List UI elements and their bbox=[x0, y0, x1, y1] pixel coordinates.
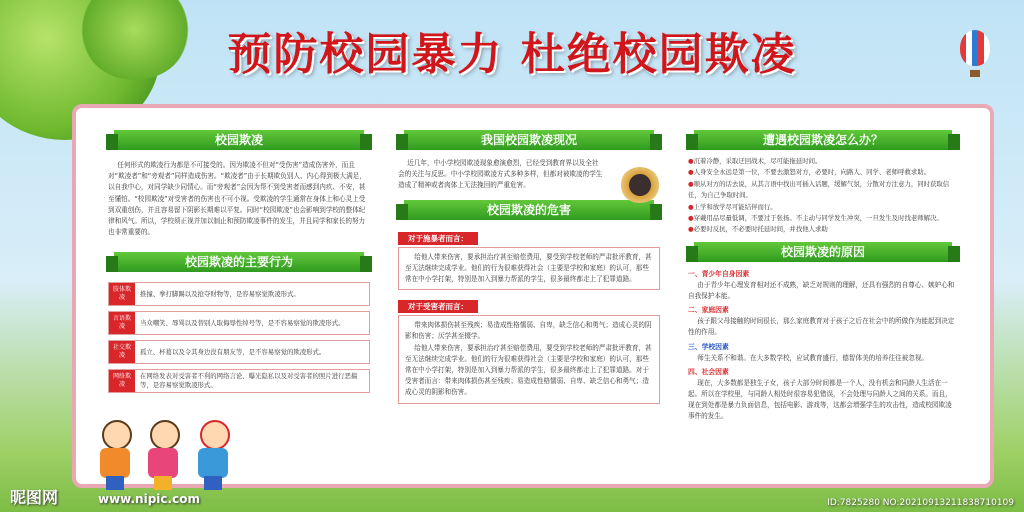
list-item: ●沉着冷静，采取迂回战术，尽可能拖延时间。 bbox=[688, 157, 822, 165]
abuser-text: 给他人带来伤害，要承担治疗甚至赔偿费用，要受到学校老师的严肃批评教育，甚至无法继续完成学业。他们的行为很难获得社会（主要是学校和家庭）的认可，那些常在中小学打架，特别是加入到暴力帮派的学生，很多最终都走上了犯罪道路。 bbox=[405, 252, 652, 284]
list-item: ●上学和放学尽可能结伴而行。 bbox=[688, 202, 777, 211]
child-figure bbox=[144, 420, 182, 490]
victim-extra-text: 给他人带来伤害，要承担治疗甚至赔偿费用，要受到学校老师的严肃批评教育，甚至无法继续完成学业。他们的行为很难获得社会（主要是学校和家庭）的认可，那些常在中小学打架，特别是加入到暴力帮派的学生，很多最终都走上了犯罪道路。对于受害者而言：带来肉体损伤甚至残疾；易造成性格懦弱、自卑、缺乏信心和勇气；造成心灵的阴影和伤害。 bbox=[405, 343, 652, 397]
section-heading: 遭遇校园欺凌怎么办？ bbox=[694, 130, 952, 150]
behavior-text: 在网络发表对受害者不利的网络言论、曝光隐私以及对受害者的照片进行恶搞等，是容易察觉欺凌形式。 bbox=[140, 372, 358, 390]
child-figure bbox=[96, 420, 134, 490]
behavior-tag: 言语欺凌 bbox=[109, 312, 135, 334]
abuser-label: 对于施暴者而言： bbox=[398, 232, 478, 245]
column-right bbox=[688, 130, 958, 423]
watermark-id: ID:7825280 NO:20210913211838710109 bbox=[827, 498, 1014, 508]
child-figure bbox=[194, 420, 232, 490]
page-title: 预防校园暴力 杜绝校园欺凌 bbox=[227, 29, 797, 80]
section-heading: 校园欺凌 bbox=[114, 130, 364, 150]
section-paragraph: 任何形式的欺凌行为都是不可接受的。因为欺凌不但对“受伤害”造成伤害外，而且对“欺凌者”和“旁观者”同样造成伤害。“欺凌者”由于长期欺负别人、内心得到极大满足，以自我中心，对同学缺少同情心。而“旁观者”会因为帮不到受害者而感到内疚、不安，甚至懂怕。“校园欺凌”对受害者的伤害也不可小视。受欺凌的学生通常在身体上和心灵上受到双重创伤，并且容易留下阴影长期难以平复。同时“校园欺凌”也会影响到学校的整体纪律和风气。所以，学校须正视并加以制止和预防欺凌事件的发生，并且同学和家长的努力也非常重要的。 bbox=[108, 161, 366, 237]
cause-text: 由于青少年心理发育相对还不成熟，缺乏对规则的理解，还具有强烈的自尊心、嫉妒心和自我保护本能。 bbox=[688, 280, 955, 301]
children-illustration bbox=[96, 410, 316, 490]
section-heading: 我国校园欺凌现况 bbox=[404, 130, 654, 150]
victim-text: 带来肉体损伤甚至残疾；易造成性格懦弱、自卑，缺乏信心和勇气；造成心灵的阴影和伤害；厌学甚至辍学。 bbox=[405, 321, 652, 341]
list-item: ●人身安全永远是第一位，不要去激怒对方，必要时，向路人、同学、老师呼救求助。 bbox=[688, 168, 931, 177]
cause-text: 现在，大多数都是独生子女，孩子大部分时间都是一个人，没有机会和同龄人生活在一起。所以在学校里，与同龄人相处时很容易犯错误，不会处理与同龄人之间的关系。而且，现在到处都是暴力负面信息，包括电影、游戏等，这都会增强学生的攻击性，造成校园欺凌事件的发生。 bbox=[688, 378, 952, 421]
behavior-text: 推撞、拳打脚踢以及抢夺财物等，是容易察觉欺凌形式。 bbox=[140, 289, 300, 298]
behavior-text: 孤立、杯葛以及令其身边没有朋友等，是不容易察觉的欺凌形式。 bbox=[140, 347, 326, 356]
illustration-image bbox=[620, 167, 660, 203]
behavior-tag: 网络欺凌 bbox=[109, 370, 135, 392]
list-item bbox=[108, 311, 370, 335]
behavior-text: 当众嘲笑、辱骂以及替别人取侮辱性绰号等，是不容易察觉的欺凌形式。 bbox=[140, 318, 345, 327]
list-item bbox=[108, 340, 370, 364]
list-item: ●必要时反抗，不必要时托延时间，并找他人求助 bbox=[688, 225, 828, 234]
cause-text: 师生关系不和谐。在大多数学校，应试教育盛行，德智体美的培养往往被忽视。 bbox=[697, 353, 929, 362]
site-logo: 昵图网 bbox=[10, 488, 59, 507]
section-paragraph: 近几年，中小学校园欺凌现象愈演愈烈，已经受到教育界以及全社会的关注与反思。中小学校园欺凌方式多种多样，但都对被欺凌的学生造成了精神或者肉体上无法挽回的严重危害。 bbox=[398, 159, 603, 190]
abuser-box bbox=[398, 247, 660, 291]
site-url: www.nipic.com bbox=[98, 492, 200, 506]
section-heading: 校园欺凌的危害 bbox=[404, 200, 654, 220]
victim-label: 对于受害者而言： bbox=[398, 300, 478, 313]
footer bbox=[0, 490, 1024, 512]
victim-box bbox=[398, 315, 660, 403]
cause-label: 一、青少年自身因素 bbox=[688, 269, 750, 278]
list-item: ●顺从对方的话去说，从其言语中找出可插入话题，缓解气氛，分散对方注意力，同时获取信任，为自己争取时间。 bbox=[688, 179, 950, 200]
behavior-tag: 肢体欺凌 bbox=[109, 283, 135, 305]
cause-label: 二、家庭因素 bbox=[688, 306, 729, 315]
tips-list bbox=[688, 156, 958, 236]
list-item bbox=[108, 282, 370, 306]
column-left bbox=[108, 130, 370, 398]
list-item bbox=[108, 369, 370, 393]
section-heading: 校园欺凌的原因 bbox=[694, 242, 952, 262]
column-middle bbox=[398, 130, 660, 404]
list-item: ●穿戴用品尽量低调，不要过于张扬。不主动与同学发生冲突，一旦发生及时找老师解决。 bbox=[688, 214, 943, 223]
cause-text: 孩子跟父母接触的时间很长，那么家庭教育对于孩子之后在社会中的所做作为能起到决定性的作用。 bbox=[688, 317, 955, 337]
section-heading: 校园欺凌的主要行为 bbox=[114, 252, 364, 272]
cause-label: 三、学校因素 bbox=[688, 342, 729, 351]
behavior-tag: 社交欺凌 bbox=[109, 341, 135, 363]
cause-label: 四、社会因素 bbox=[688, 367, 729, 376]
